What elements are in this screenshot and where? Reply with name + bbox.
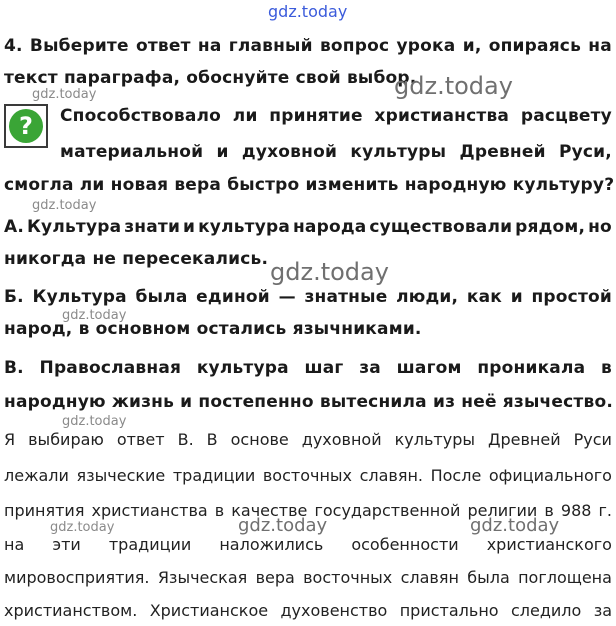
word: следило [510, 601, 582, 620]
answer-line-5 [4, 563, 612, 593]
word: урока [396, 36, 456, 56]
word: традиции [172, 466, 256, 485]
word: мировосприятия. [4, 568, 150, 587]
word: материальной [60, 142, 204, 162]
word: ли [232, 106, 258, 126]
word: ответ [135, 36, 191, 56]
word: восточных [303, 568, 393, 587]
word: Культура [26, 217, 122, 237]
word: — [278, 287, 296, 307]
word: основе [230, 430, 289, 449]
word: духовной [301, 430, 382, 449]
word: люди, [396, 287, 459, 307]
watermark: gdz.today [470, 515, 560, 536]
word: Б. [4, 287, 24, 307]
option-a-line-1 [4, 212, 612, 242]
word: простой [531, 287, 612, 307]
word: проникала [477, 358, 586, 378]
watermark: gdz.today [394, 72, 513, 100]
watermark: gdz.today [62, 308, 127, 323]
watermark-top: gdz.today [268, 2, 348, 21]
word: наложились [219, 535, 324, 554]
word: в [600, 358, 612, 378]
word: духовенство [280, 601, 388, 620]
word: вопрос [319, 36, 390, 56]
word: лежали [4, 466, 69, 485]
word: Культура [32, 287, 127, 307]
answer-line-6 [4, 596, 612, 626]
word: христианства [374, 106, 510, 126]
word: традиции [108, 535, 192, 554]
word: пристально [399, 601, 499, 620]
word: Языческая [157, 568, 248, 587]
word: расцвету [520, 106, 612, 126]
word: за [359, 358, 381, 378]
word: А. [4, 217, 25, 237]
word: г. [598, 501, 612, 520]
word: христианского [486, 535, 612, 554]
word: качестве [231, 501, 308, 520]
question-line-3 [4, 170, 615, 200]
word: христианством. [4, 601, 138, 620]
word: духовной [241, 142, 338, 162]
word: на [588, 36, 612, 56]
answer-line-2 [4, 461, 612, 491]
word: Способствовало [60, 106, 222, 126]
word: Руси [573, 430, 612, 449]
word: особенности [351, 535, 459, 554]
question-line-1 [60, 101, 612, 131]
answer-line-1 [4, 425, 612, 455]
word: государственной [314, 501, 461, 520]
question-text: смогла ли новая вера быстро изменить народную культуру? [4, 175, 615, 195]
word: была [135, 287, 188, 307]
option-c-text: народную жизнь и постепенно вытеснила из неё язычество. [4, 392, 613, 412]
question-line-2 [60, 137, 612, 167]
word: на [4, 535, 25, 554]
watermark: gdz.today [32, 87, 97, 102]
word: главный [228, 36, 313, 56]
word: единой [196, 287, 270, 307]
question-icon [4, 104, 48, 148]
word: Древней [488, 430, 561, 449]
word: В [206, 430, 218, 449]
option-b-text: народ, в основном остались язычниками. [4, 319, 422, 339]
word: В. [177, 430, 194, 449]
task-text: текст параграфа, обоснуйте свой выбор. [4, 68, 417, 88]
word: Руси, [558, 142, 612, 162]
word: в [544, 501, 554, 520]
word: шагом [396, 358, 462, 378]
word: поглощена [518, 568, 612, 587]
word: культура [198, 217, 291, 237]
word: ответ [116, 430, 165, 449]
word: Христианское [149, 601, 269, 620]
word: на [197, 36, 222, 56]
word: славян [400, 568, 459, 587]
word: 4. [4, 36, 23, 56]
option-a-text: никогда не пересекались. [4, 249, 269, 269]
word: как [466, 287, 503, 307]
word: Древней [459, 142, 546, 162]
word: христианства [91, 501, 208, 520]
word: Я [4, 430, 16, 449]
word: культуры [350, 142, 447, 162]
word: за [593, 601, 612, 620]
word: в [214, 501, 225, 520]
word: восточных [262, 466, 352, 485]
word: В. [4, 358, 24, 378]
word: шаг [304, 358, 344, 378]
question-mark-glyph: ? [9, 109, 43, 143]
option-c-line-1 [4, 353, 612, 383]
option-c-line-2 [4, 387, 612, 417]
word: опираясь [488, 36, 582, 56]
watermark: gdz.today [238, 515, 328, 536]
word: рядом, [515, 217, 586, 237]
word: вера [255, 568, 295, 587]
word: принятия [4, 501, 85, 520]
word: существовали [369, 217, 513, 237]
word: культуры [394, 430, 475, 449]
word: народа [292, 217, 367, 237]
word: знати [124, 217, 181, 237]
task-line-1 [4, 31, 612, 61]
word: и [183, 217, 196, 237]
watermark: gdz.today [32, 198, 97, 213]
word: религии [467, 501, 538, 520]
word: официального [488, 466, 612, 485]
word: культура [196, 358, 289, 378]
word: После [430, 466, 482, 485]
watermark: gdz.today [270, 258, 389, 286]
watermark: gdz.today [50, 520, 115, 535]
word: эти [52, 535, 81, 554]
word: но [588, 217, 612, 237]
word: Выберите [29, 36, 129, 56]
word: была [467, 568, 510, 587]
watermark: gdz.today [62, 414, 127, 429]
word: 988 [560, 501, 592, 520]
word: принятие [269, 106, 363, 126]
word: Православная [39, 358, 182, 378]
word: и, [462, 36, 482, 56]
word: и [216, 142, 229, 162]
word: и [510, 287, 523, 307]
word: славян. [359, 466, 424, 485]
word: выбираю [28, 430, 104, 449]
word: языческие [76, 466, 166, 485]
word: знатные [304, 287, 388, 307]
